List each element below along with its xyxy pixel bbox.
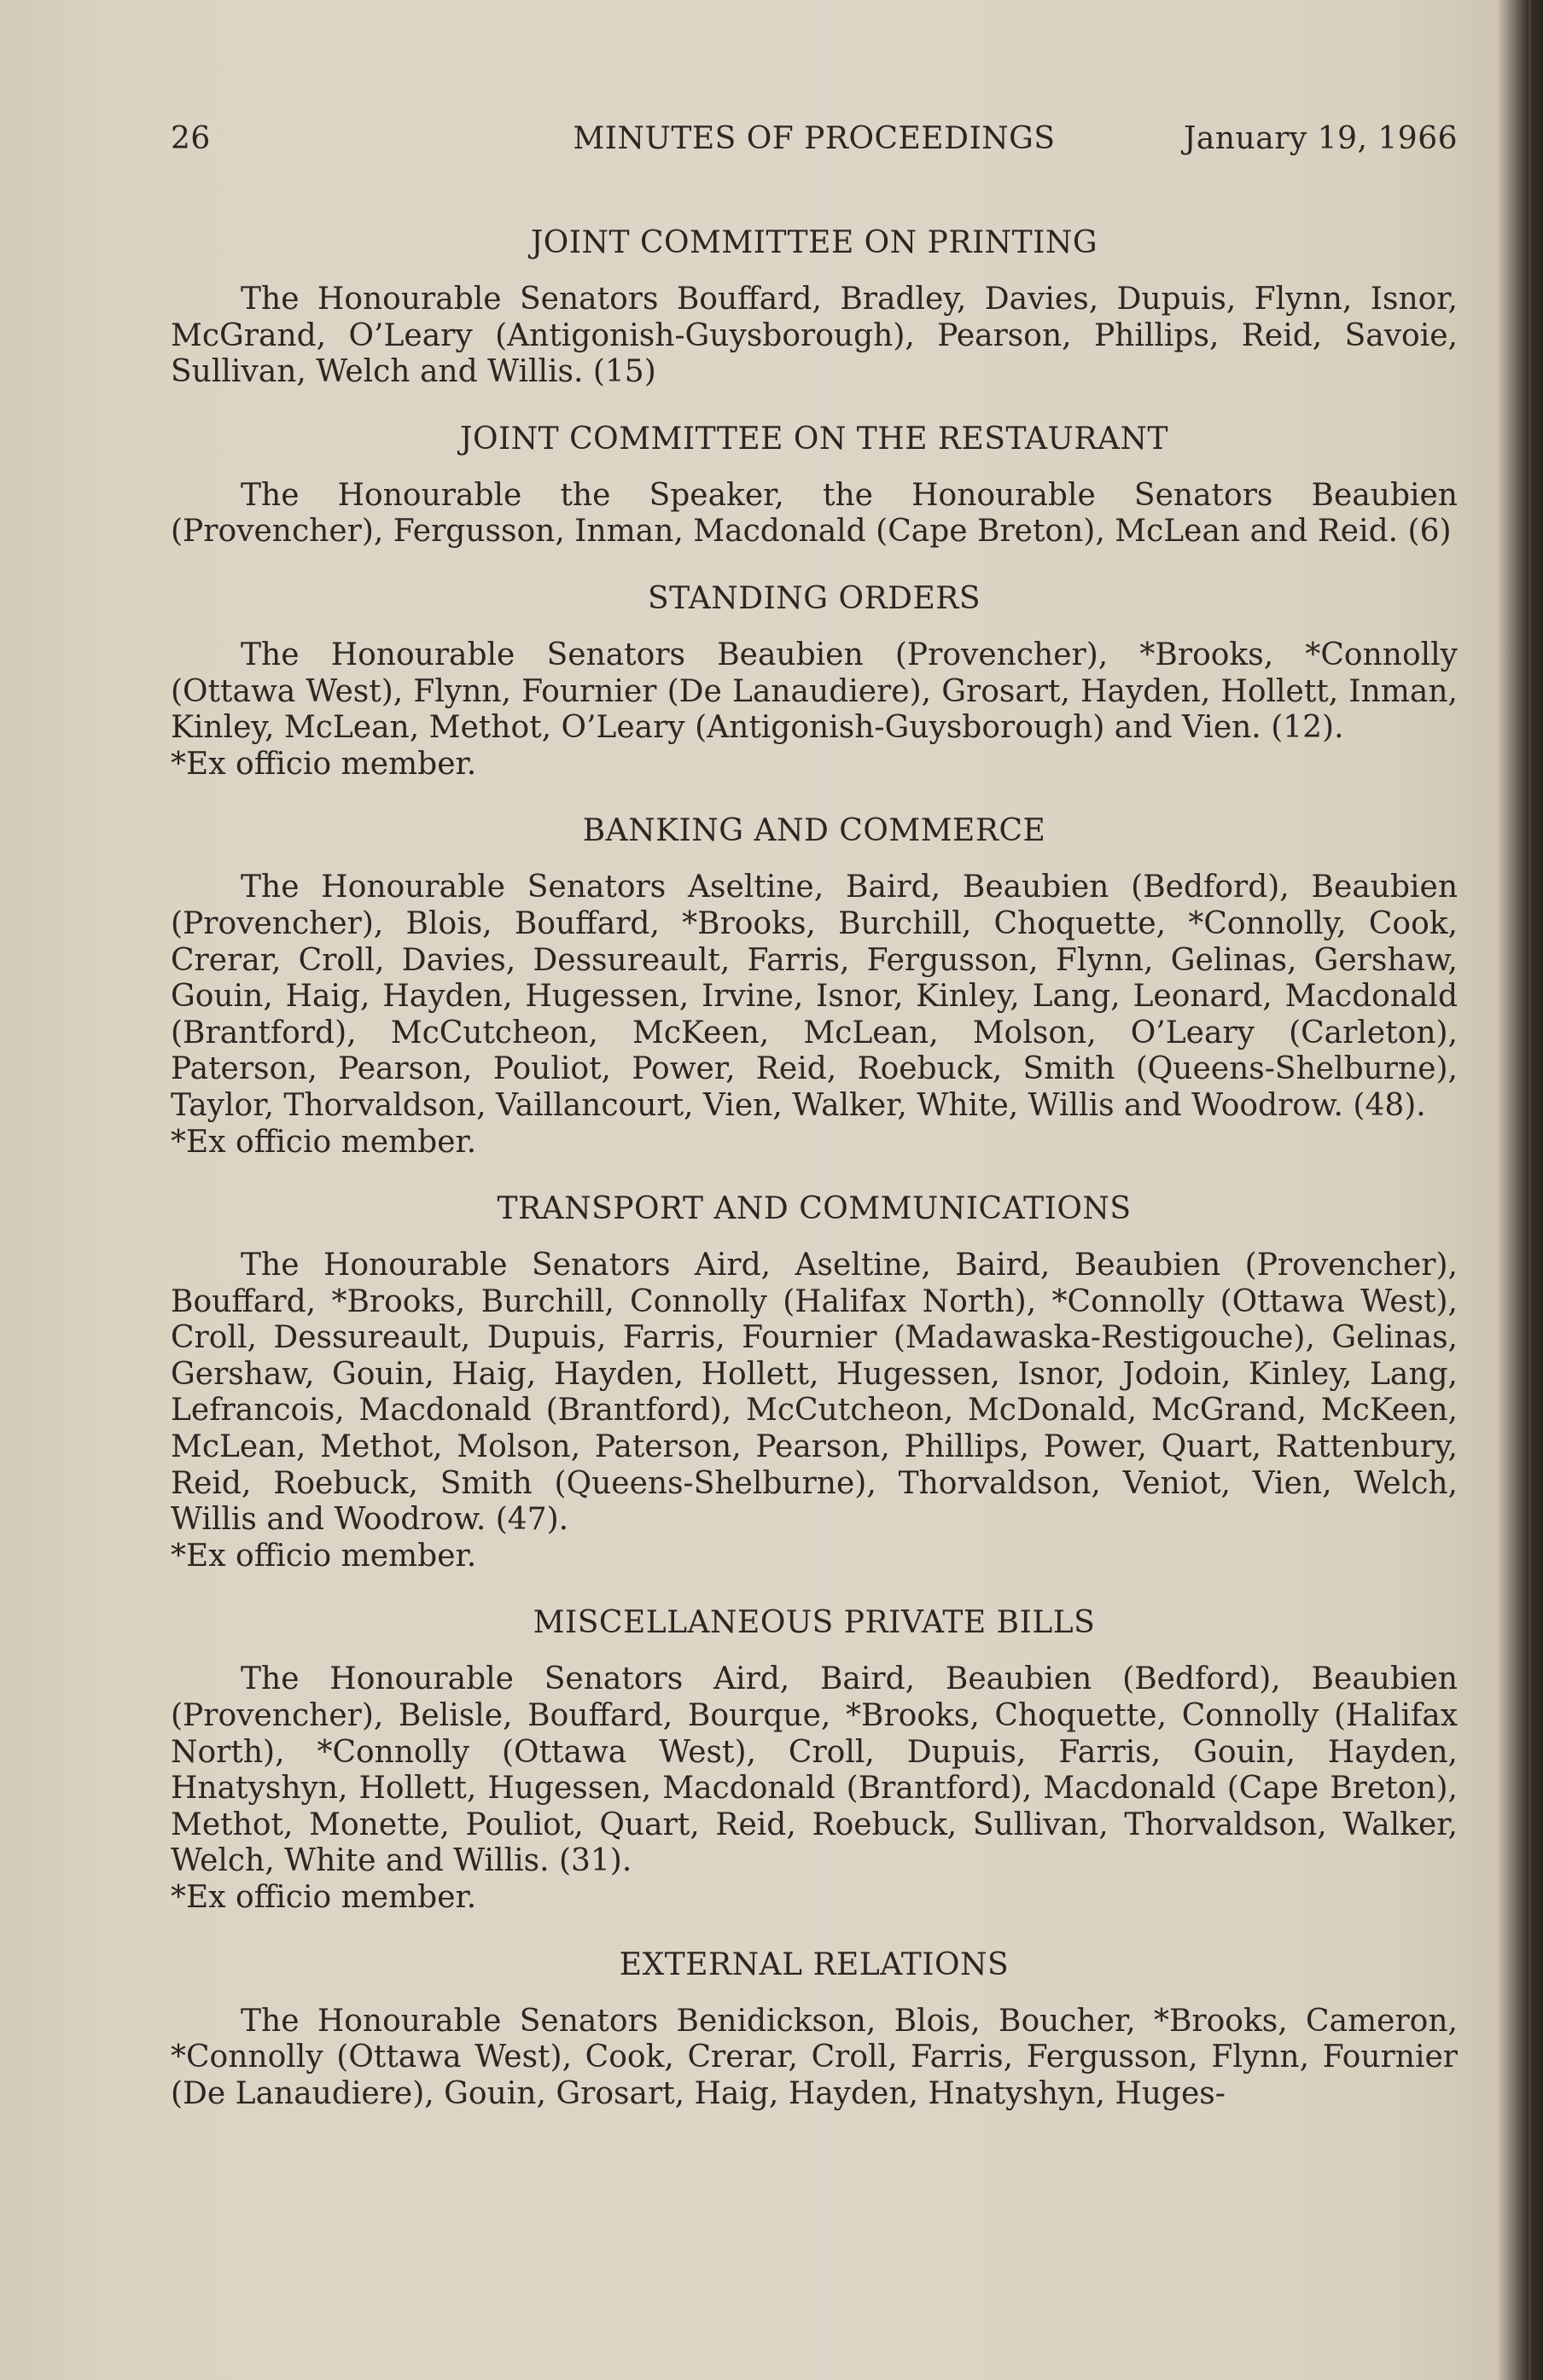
section-body: The Honourable Senators Aird, Aseltine, Baird, Beaubien (Provencher), Bouffard, *Brooks, Burchill, Connolly (Halifax North), *Connolly (Ottawa West), Croll, Dessureault, Dupuis, Farris, Fournier (Madawaska-Restigouche), Gelinas, Gershaw, Gouin, Haig, Hayden, Hollett, Hugessen, Isnor, Jodoin, Kinley, Lang, Lefrancois, Macdonald (Brantford), McCutcheon, McDonald, McGrand, McKeen, McLean, Methot, Molson, Paterson, Pearson, Phillips, Power, Quart, Rattenbury, Reid, Roebuck, Smith (Queens-Shelburne), Thorvaldson, Veniot, Vien, Welch, Willis and Woodrow. (47). [171,1248,1458,1538]
committee-section [171,1603,1458,1916]
section-title: MISCELLANEOUS PRIVATE BILLS [533,1605,1096,1641]
section-body: The Honourable Senators Aseltine, Baird, Beaubien (Bedford), Beaubien (Provencher), Blois, Bouffard, *Brooks, Burchill, Choquette, *Connolly, Cook, Crerar, Croll, Davies, Dessureault, Farris, Fergusson, Flynn, Gelinas, Gershaw, Gouin, Haig, Hayden, Hugessen, Irvine, Isnor, Kinley, Lang, Leonard, Macdonald (Brantford), McCutcheon, McKeen, McLean, Molson, O’Leary (Carleton), Paterson, Pearson, Pouliot, Power, Reid, Roebuck, Smith (Queens-Shelburne), Taylor, Thorvaldson, Vaillancourt, Vien, Walker, White, Willis and Woodrow. (48). [171,870,1458,1123]
running-header [171,121,1458,164]
ex-officio-note: *Ex officio member. [171,1880,477,1915]
ex-officio-note: *Ex officio member. [171,1538,477,1574]
committee-section [171,1946,1458,2113]
ex-officio-note: *Ex officio member. [171,1124,477,1160]
committee-section [171,1190,1458,1574]
section-title: TRANSPORT AND COMMUNICATIONS [497,1191,1132,1227]
section-title: BANKING AND COMMERCE [582,813,1046,849]
section-body: The Honourable Senators Benidickson, Blois, Boucher, *Brooks, Cameron, *Connolly (Ottawa West), Cook, Crerar, Croll, Farris, Fergusson, Flynn, Fournier (De Lanaudiere), Gouin, Grosart, Haig, Hayden, Hnatyshyn, Huges- [171,2003,1458,2111]
section-body: The Honourable the Speaker, the Honourable Senators Beaubien (Provencher), Fergusson, Inman, Macdonald (Cape Breton), McLean and Reid. (6) [171,477,1458,550]
section-title: JOINT COMMITTEE ON THE RESTAURANT [460,421,1168,457]
committee-section [171,812,1458,1161]
section-title: EXTERNAL RELATIONS [619,1946,1010,1982]
section-body: The Honourable Senators Beaubien (Provencher), *Brooks, *Connolly (Ottawa West), Flynn, Fournier (De Lanaudiere), Grosart, Hayden, Hollett, Inman, Kinley, McLean, Methot, O’Leary (Antigonish-Guysborough) and Vien. (12). [171,637,1458,746]
binding-edge [1528,0,1531,2380]
page-number: 26 [171,121,211,156]
ex-officio-note: *Ex officio member. [171,746,477,782]
committee-section [171,579,1458,783]
section-title: JOINT COMMITTEE ON PRINTING [530,225,1098,260]
committee-section [171,224,1458,391]
committee-section [171,420,1458,550]
document-content [171,224,1458,2141]
header-date: January 19, 1966 [1183,121,1458,156]
header-title: MINUTES OF PROCEEDINGS [573,121,1056,156]
section-title: STANDING ORDERS [647,580,981,616]
section-body: The Honourable Senators Aird, Baird, Beaubien (Bedford), Beaubien (Provencher), Belisle, Bouffard, Bourque, *Brooks, Choquette, Connolly (Halifax North), *Connolly (Ottawa West), Croll, Dupuis, Farris, Gouin, Hayden, Hnatyshyn, Hollett, Hugessen, Macdonald (Brantford), Macdonald (Cape Breton), Methot, Monette, Pouliot, Quart, Reid, Roebuck, Sullivan, Thorvaldson, Walker, Welch, White and Willis. (31). [171,1661,1458,1879]
section-body: The Honourable Senators Bouffard, Bradley, Davies, Dupuis, Flynn, Isnor, McGrand, O’Leary (Antigonish-Guysborough), Pearson, Phillips, Reid, Savoie, Sullivan, Welch and Willis. (15) [171,282,1458,390]
